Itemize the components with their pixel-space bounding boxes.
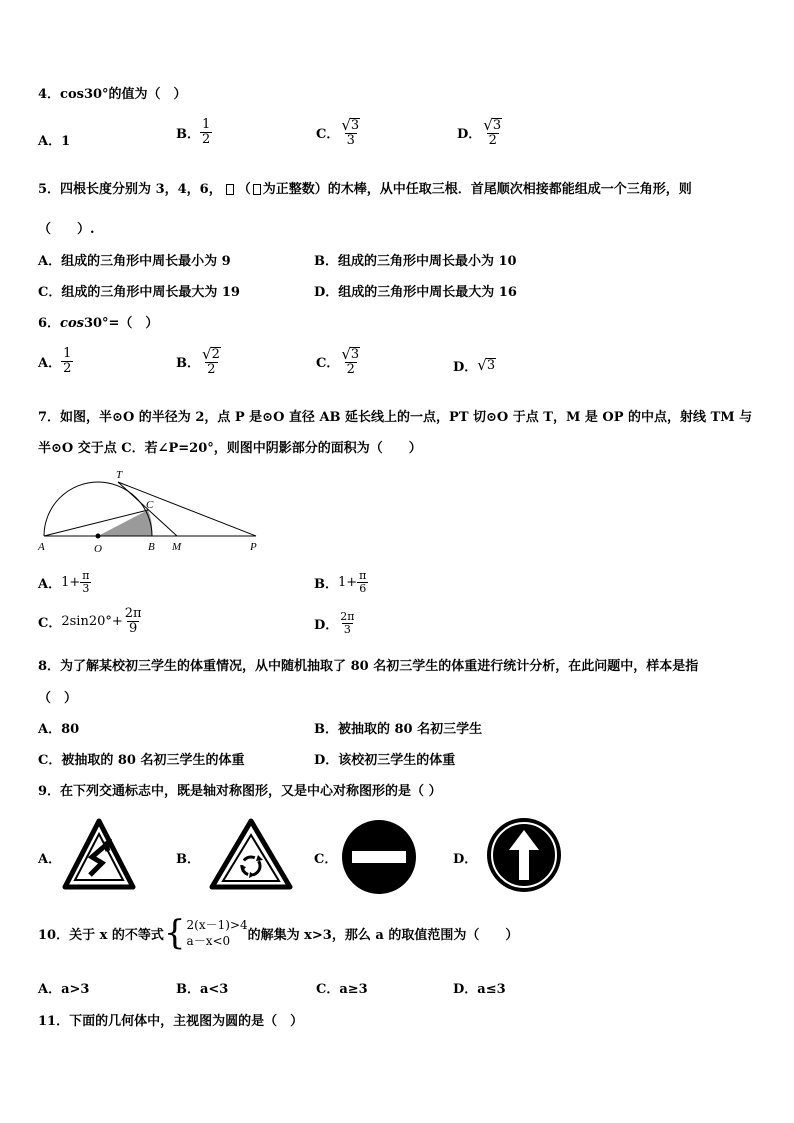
q8-option-d[interactable]: D．该校初三学生的体重 [314,753,456,768]
q7-option-b[interactable]: B． 1+ $\frac{\pi}{6}$ [314,569,367,595]
q7-option-d[interactable]: D． $\frac{2\pi}{3}$ [314,610,355,636]
fraction: √ 3 2 [483,116,502,149]
q8-option-a[interactable]: A．80 [38,722,80,737]
q4-option-d[interactable]: D． √ 3 2 [457,118,504,148]
q10-stem: 10．关于 x 的不等式 { 2(x－1)>4 a－x<0 的解集为 x>3，那么 a 的取值范围为（ ） [38,913,519,953]
roundabout-sign-icon [208,817,294,891]
q10-option-a[interactable]: A．a>3 [38,982,90,997]
label-m: M [172,541,182,553]
q8-line1: 8．为了解某校初三学生的体重情况，从中随机抽取了 80 名初三学生的体重进行统计分析，在此问题中，样本是指 [38,659,699,674]
fraction: $\frac{1}{2}$ [202,117,211,147]
fraction: √ 3 2 [341,345,360,378]
fraction: $\frac{1}{2}$ [63,346,72,376]
q5-option-c[interactable]: C．组成的三角形中周长最大为 19 [38,285,240,300]
fraction: √ 3 3 [341,116,360,149]
q9-option-c[interactable]: C． [314,852,338,867]
q10-option-c[interactable]: C．a≥3 [316,982,368,997]
q5-option-b[interactable]: B．组成的三角形中周长最小为 10 [314,254,517,269]
q8-option-b[interactable]: B．被抽取的 80 名初三学生 [314,722,483,737]
q6-option-d[interactable]: D． √ 3 [453,355,496,375]
label-a: A [38,541,45,553]
q5-option-d[interactable]: D．组成的三角形中周长最大为 16 [314,285,517,300]
fraction: $\frac{\pi}{3}$ [82,569,90,595]
placeholder-box [226,184,234,195]
q9-option-a[interactable]: A． [38,852,62,867]
label-b: B [148,541,155,553]
label-t: T [116,469,123,481]
q10-option-d[interactable]: D．a≤3 [453,982,506,997]
q6-stem: 6．cos30°=（ ） [38,316,159,331]
q5-option-a[interactable]: A．组成的三角形中周长最小为 9 [38,254,231,269]
q6-option-c[interactable]: C． √ 3 2 [316,347,362,377]
no-entry-sign-icon [340,818,418,896]
q9-option-d[interactable]: D． [453,852,478,867]
q7-line2: 半⊙O 交于点 C．若∠P=20°，则图中阴影部分的面积为（ ） [38,441,422,456]
label-o: O [94,543,102,555]
q5-paren: （ ）. [38,222,95,237]
straight-ahead-sign-icon [485,816,563,894]
center-point [96,534,101,539]
label-c: C [146,499,154,511]
q4-option-a[interactable]: A．1 [38,134,71,149]
winding-road-sign-icon [62,817,136,891]
q8-line2: （ ） [38,691,78,706]
q7-option-c[interactable]: C． 2sin20°+ $\frac{2\pi}{9}$ [38,606,142,636]
q9-option-b[interactable]: B． [176,852,200,867]
fraction: √ 2 2 [202,345,220,378]
q7-line1: 7．如图，半⊙O 的半径为 2，点 P 是⊙O 直径 AB 延长线上的一点，PT 切⊙O 于点 T，M 是 OP 的中点，射线 TM 与 [38,410,753,425]
q10-option-b[interactable]: B．a<3 [176,982,229,997]
placeholder-box [253,184,261,195]
q7-option-a[interactable]: A． 1+ $\frac{\pi}{3}$ [38,569,90,595]
q4-option-b[interactable]: B． $\frac{1}{2}$ [176,117,211,147]
q4-stem: 4．cos30°的值为（ ） [38,87,187,102]
fraction: $\frac{\pi}{6}$ [359,569,367,595]
q7-figure [36,464,266,556]
fraction: $\frac{2\pi}{9}$ [124,606,142,636]
q6-option-b[interactable]: B． √ 2 2 [176,347,223,377]
q4-option-c[interactable]: C． √ 3 3 [316,118,362,148]
fraction: $\frac{2\pi}{3}$ [340,610,355,636]
q9-stem: 9．在下列交通标志中，既是轴对称图形，又是中心对称图形的是（ ） [38,784,442,799]
inequality-system: { 2(x－1)>4 a－x<0 [163,913,248,953]
q11-stem: 11．下面的几何体中，主视图为圆的是（ ） [38,1014,304,1029]
q5-stem: 5．四根长度分别为 3，4，6， （ 为正整数）的木棒，从中任取三根．首尾顺次相接都能组成一个三角形，则 [38,182,692,197]
label-p: P [250,541,257,553]
q6-option-a[interactable]: A． $\frac{1}{2}$ [38,346,72,376]
q8-option-c[interactable]: C．被抽取的 80 名初三学生的体重 [38,753,245,768]
